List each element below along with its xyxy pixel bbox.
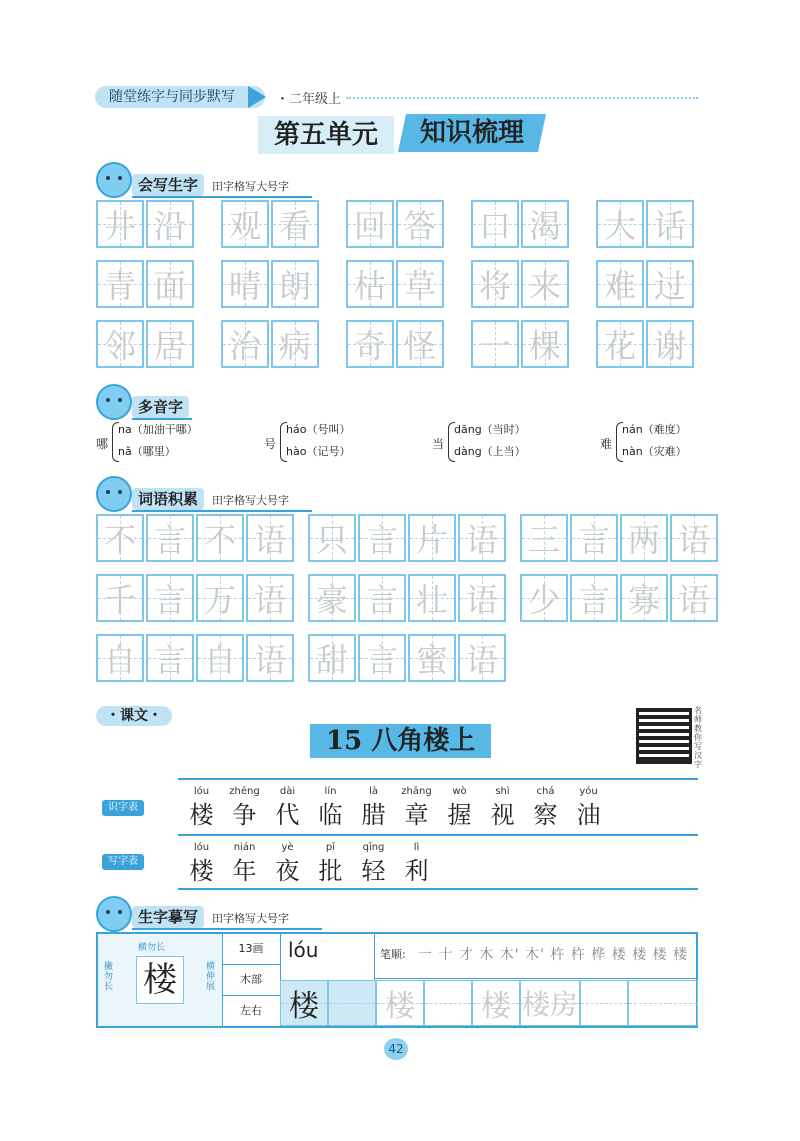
poly-reading: na（加油干哪） <box>118 423 198 436</box>
pinyin: là <box>369 786 378 797</box>
char-item <box>524 786 567 830</box>
tian-zi-cell[interactable]: 言 <box>570 514 618 562</box>
qr-code-icon[interactable] <box>636 708 692 764</box>
pinyin: zhēng <box>229 786 260 797</box>
stroke-order-label: 笔顺: <box>380 948 406 961</box>
tian-zi-cell[interactable]: 不 <box>96 514 144 562</box>
char-item <box>309 842 352 886</box>
tian-zi-cell[interactable]: 奇 <box>346 320 394 368</box>
grade-label: ・二年级上 <box>276 92 342 107</box>
frog-mascot-icon <box>96 384 132 420</box>
stroke-order: 一 十 才 木 木' 木' 杵 杵 桦 楼 楼 楼 楼 <box>418 947 689 963</box>
practice-cell[interactable]: 楼 <box>472 980 520 1026</box>
tian-zi-cell[interactable]: 语 <box>458 514 506 562</box>
hanzi: 利 <box>404 857 429 885</box>
tian-zi-cell[interactable]: 口 <box>471 200 519 248</box>
section-idioms <box>132 488 312 512</box>
pinyin: zhāng <box>401 786 432 797</box>
tian-zi-cell[interactable]: 沿 <box>146 200 194 248</box>
tian-zi-cell[interactable]: 面 <box>146 260 194 308</box>
char-item <box>223 842 266 886</box>
poly-char: 哪 <box>96 437 109 451</box>
poly-char: 号 <box>264 437 277 451</box>
poly-reading: dāng（当时） <box>454 423 526 436</box>
radical: 木部 <box>222 965 280 996</box>
hint-top: 横勿长 <box>138 943 166 953</box>
tian-zi-cell[interactable]: 两 <box>620 514 668 562</box>
tian-zi-cell[interactable]: 言 <box>570 574 618 622</box>
tian-zi-cell[interactable]: 万 <box>196 574 244 622</box>
tian-zi-cell[interactable]: 语 <box>458 574 506 622</box>
practice-cell[interactable] <box>580 980 628 1026</box>
hint-left: 撇勿长 <box>104 962 114 992</box>
practice-cell[interactable]: 楼 <box>280 980 328 1026</box>
char-item <box>309 786 352 830</box>
hint-right: 横伸展 <box>206 962 216 992</box>
char-item <box>266 842 309 886</box>
char-info <box>222 934 281 1026</box>
hanzi: 楼 <box>189 857 214 885</box>
practice-cell[interactable] <box>328 980 376 1026</box>
tian-zi-cell[interactable]: 壮 <box>408 574 456 622</box>
poly-reading: dàng（上当） <box>454 445 526 458</box>
tian-zi-cell[interactable]: 言 <box>358 574 406 622</box>
section-note: 田字格写大号字 <box>212 180 290 193</box>
book-title: 随堂练字与同步默写 <box>95 86 265 108</box>
arrow-icon <box>248 86 266 108</box>
tian-zi-cell[interactable]: 病 <box>271 320 319 368</box>
pinyin: lóu <box>193 786 210 797</box>
tian-zi-cell[interactable]: 难 <box>596 260 644 308</box>
topic-title: 知识梳理 <box>398 114 546 152</box>
pinyin: wò <box>452 786 467 797</box>
char-item <box>395 786 438 830</box>
tian-zi-cell[interactable]: 豪 <box>308 574 356 622</box>
tian-zi-cell[interactable]: 谢 <box>646 320 694 368</box>
hanzi: 争 <box>232 801 257 829</box>
pinyin: nián <box>233 842 256 853</box>
tian-zi-cell[interactable]: 怪 <box>396 320 444 368</box>
divider <box>178 834 698 836</box>
tian-zi-cell[interactable]: 语 <box>246 634 294 682</box>
tian-zi-cell[interactable]: 回 <box>346 200 394 248</box>
hanzi: 临 <box>318 801 343 829</box>
practice-cell[interactable] <box>628 980 698 1026</box>
hanzi: 腊 <box>361 801 386 829</box>
section-heading: 多音字 <box>132 396 189 418</box>
poly-reading: nǎ（哪里） <box>118 445 176 458</box>
pinyin: qīng <box>362 842 385 853</box>
char-item <box>481 786 524 830</box>
tian-zi-cell[interactable]: 千 <box>96 574 144 622</box>
tian-zi-cell[interactable]: 井 <box>96 200 144 248</box>
polyphonic-list <box>96 420 700 464</box>
tian-zi-cell[interactable]: 寡 <box>620 574 668 622</box>
section-practice <box>132 906 322 930</box>
divider <box>178 888 698 890</box>
tian-zi-cell[interactable]: 只 <box>308 514 356 562</box>
section-heading: 词语积累 <box>132 488 204 510</box>
tian-zi-cell[interactable]: 语 <box>458 634 506 682</box>
poly-char: 难 <box>600 437 613 451</box>
poly-char: 当 <box>432 437 445 451</box>
tian-zi-cell[interactable]: 蜜 <box>408 634 456 682</box>
tian-zi-cell[interactable]: 朗 <box>271 260 319 308</box>
pinyin: chá <box>536 786 555 797</box>
char-item <box>180 786 223 830</box>
tian-zi-cell[interactable]: 语 <box>670 574 718 622</box>
practice-table <box>96 932 698 1028</box>
tian-zi-cell[interactable]: 青 <box>96 260 144 308</box>
tian-zi-cell[interactable]: 语 <box>670 514 718 562</box>
stroke-count: 13画 <box>222 934 280 965</box>
pinyin: yóu <box>579 786 598 797</box>
tian-zi-cell[interactable]: 晴 <box>221 260 269 308</box>
hanzi: 夜 <box>275 857 300 885</box>
char-item <box>180 842 223 886</box>
hanzi: 察 <box>533 801 558 829</box>
practice-cell[interactable]: 楼 <box>376 980 424 1026</box>
section-note: 田字格写大号字 <box>212 494 290 507</box>
divider <box>178 778 698 780</box>
practice-cell[interactable]: 楼房 <box>520 980 580 1026</box>
qr-note: 名师教你写汉字 <box>694 706 702 769</box>
pinyin: shì <box>495 786 510 797</box>
hanzi: 批 <box>318 857 343 885</box>
tian-zi-cell[interactable]: 过 <box>646 260 694 308</box>
tian-zi-cell[interactable]: 语 <box>246 514 294 562</box>
hanzi: 轻 <box>361 857 386 885</box>
poly-reading: hào（记号） <box>286 445 351 458</box>
write-label: 写字表 <box>102 854 144 870</box>
tian-zi-cell[interactable]: 观 <box>221 200 269 248</box>
char-item <box>395 842 438 886</box>
lesson-tag: ・课文・ <box>96 706 172 726</box>
section-polyphonic <box>132 396 192 420</box>
practice-cell[interactable] <box>424 980 472 1026</box>
tian-zi-cell[interactable]: 言 <box>146 514 194 562</box>
dog-mascot-icon <box>96 896 132 932</box>
poly-reading: nán（难度） <box>622 423 687 436</box>
rabbit-mascot-icon <box>96 476 132 512</box>
lesson-number: 15 <box>326 726 363 756</box>
char-item <box>352 786 395 830</box>
tian-zi-cell[interactable]: 不 <box>196 514 244 562</box>
hanzi: 油 <box>576 801 601 829</box>
section-note: 田字格写大号字 <box>212 912 290 925</box>
lesson-name: 八角楼上 <box>371 726 476 756</box>
pinyin: lóu <box>288 938 319 962</box>
pinyin: pī <box>325 842 336 853</box>
unit-title: 第五单元 <box>258 116 394 154</box>
tian-zi-cell[interactable]: 片 <box>408 514 456 562</box>
recognize-label: 识字表 <box>102 800 144 816</box>
poly-reading: háo（号叫） <box>286 423 351 436</box>
hanzi: 章 <box>404 801 429 829</box>
pinyin: yè <box>281 842 294 853</box>
tian-zi-cell[interactable]: 言 <box>358 514 406 562</box>
tian-zi-cell[interactable]: 棵 <box>521 320 569 368</box>
structure: 左右 <box>240 1004 262 1017</box>
model-char: 楼 <box>136 956 184 1004</box>
pinyin: lín <box>324 786 337 797</box>
pinyin: lóu <box>193 842 210 853</box>
divider <box>374 978 698 979</box>
tian-zi-cell[interactable]: 甜 <box>308 634 356 682</box>
hanzi: 楼 <box>189 801 214 829</box>
char-item <box>567 786 610 830</box>
tian-zi-cell[interactable]: 言 <box>146 574 194 622</box>
section-write-chars <box>132 174 312 198</box>
tian-zi-cell[interactable]: 大 <box>596 200 644 248</box>
recognize-chars <box>180 786 610 830</box>
model-char-box <box>98 934 223 1026</box>
char-item <box>352 842 395 886</box>
tian-zi-cell[interactable]: 看 <box>271 200 319 248</box>
tian-zi-cell[interactable]: 治 <box>221 320 269 368</box>
tian-zi-cell[interactable]: 自 <box>196 634 244 682</box>
tian-zi-cell[interactable]: 来 <box>521 260 569 308</box>
tian-zi-cell[interactable]: 言 <box>358 634 406 682</box>
lesson-title <box>310 724 491 758</box>
section-heading: 会写生字 <box>132 174 204 196</box>
tian-zi-cell[interactable]: 一 <box>471 320 519 368</box>
tian-zi-cell[interactable]: 言 <box>146 634 194 682</box>
hanzi: 年 <box>232 857 257 885</box>
tian-zi-cell[interactable]: 渴 <box>521 200 569 248</box>
tian-zi-cell[interactable]: 花 <box>596 320 644 368</box>
section-heading: 生字摹写 <box>132 906 204 928</box>
tian-zi-cell[interactable]: 话 <box>646 200 694 248</box>
tian-zi-cell[interactable]: 枯 <box>346 260 394 308</box>
tian-zi-cell[interactable]: 语 <box>246 574 294 622</box>
tian-zi-cell[interactable]: 少 <box>520 574 568 622</box>
tian-zi-cell[interactable]: 草 <box>396 260 444 308</box>
write-chars <box>180 842 438 886</box>
tian-zi-cell[interactable]: 居 <box>146 320 194 368</box>
page-number: 42 <box>384 1038 408 1060</box>
char-item <box>266 786 309 830</box>
hanzi: 代 <box>275 801 300 829</box>
tian-zi-cell[interactable]: 将 <box>471 260 519 308</box>
tian-zi-cell[interactable]: 三 <box>520 514 568 562</box>
hanzi: 视 <box>490 801 515 829</box>
tian-zi-cell[interactable]: 邻 <box>96 320 144 368</box>
tian-zi-cell[interactable]: 答 <box>396 200 444 248</box>
char-item <box>223 786 266 830</box>
pinyin: lì <box>413 842 420 853</box>
poly-reading: nàn（灾难） <box>622 445 687 458</box>
char-item <box>438 786 481 830</box>
cow-mascot-icon <box>96 162 132 198</box>
pinyin: dài <box>279 786 296 797</box>
header-divider <box>346 97 698 99</box>
tian-zi-cell[interactable]: 自 <box>96 634 144 682</box>
hanzi: 握 <box>447 801 472 829</box>
